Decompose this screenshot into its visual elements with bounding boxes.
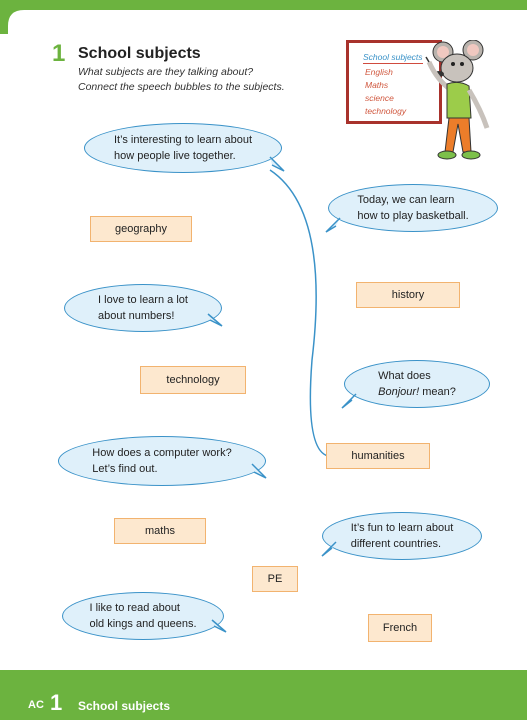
bubble-text: Let’s find out. (92, 463, 158, 475)
label-history[interactable]: history (356, 282, 460, 308)
speech-bubble-pe[interactable] (328, 184, 498, 232)
bubble-text: I love to learn a lot (98, 294, 188, 306)
label-pe[interactable]: PE (252, 566, 298, 592)
bubble-text: It’s interesting to learn about (114, 134, 252, 146)
label-geography[interactable]: geography (90, 216, 192, 242)
speech-bubble-technology[interactable] (58, 436, 266, 486)
board-title: School subjects (363, 52, 423, 62)
board-item-science: science (365, 93, 394, 103)
footer-unit-number: 1 (50, 690, 63, 715)
speech-bubble-history[interactable] (62, 592, 224, 640)
bubble-tail (318, 540, 338, 560)
bubble-tail (338, 392, 358, 412)
label-maths[interactable]: maths (114, 518, 206, 544)
board-item-technology: technology (365, 106, 407, 116)
bubble-text: old kings and queens. (89, 618, 197, 630)
label-french[interactable]: French (368, 614, 432, 642)
instruction-line-2: Connect the speech bubbles to the subjects. (78, 81, 285, 93)
speech-bubble-geography[interactable] (322, 512, 482, 560)
instruction-line-1: What subjects are they talking about? (78, 66, 254, 78)
footer-title: School subjects (78, 699, 171, 713)
bubble-text: How does a computer work? (92, 447, 232, 459)
board-item-english: English (365, 67, 393, 77)
bubble-tail (206, 312, 226, 332)
bubble-text: how to play basketball. (357, 210, 469, 222)
board-item-maths: Maths (365, 80, 389, 90)
bubble-tail (322, 216, 342, 236)
bubble-text: different countries. (350, 538, 442, 550)
bubble-tail (210, 618, 230, 638)
label-humanities[interactable]: humanities (326, 443, 430, 469)
bubble-text: It’s fun to learn about (350, 522, 454, 534)
speech-bubble-humanities[interactable] (84, 123, 282, 173)
bubble-text: I like to read about (89, 602, 180, 614)
bubble-tail (268, 155, 288, 175)
bubble-text-emphasis: Bonjour! (378, 386, 420, 398)
exercise-number: 1 (52, 40, 66, 67)
label-technology[interactable]: technology (140, 366, 246, 394)
exercise-title: School subjects (78, 45, 201, 62)
speech-bubble-french[interactable] (344, 360, 490, 408)
bubble-tail (250, 462, 270, 482)
bubble-text: Today, we can learn (357, 194, 455, 206)
footer-prefix: AC (28, 699, 44, 711)
speech-bubble-maths[interactable] (64, 284, 222, 332)
bubble-text: mean? (419, 386, 456, 398)
bubble-text: about numbers! (98, 310, 175, 322)
bubble-text: how people live together. (114, 150, 236, 162)
bubble-text: What does (378, 370, 431, 382)
